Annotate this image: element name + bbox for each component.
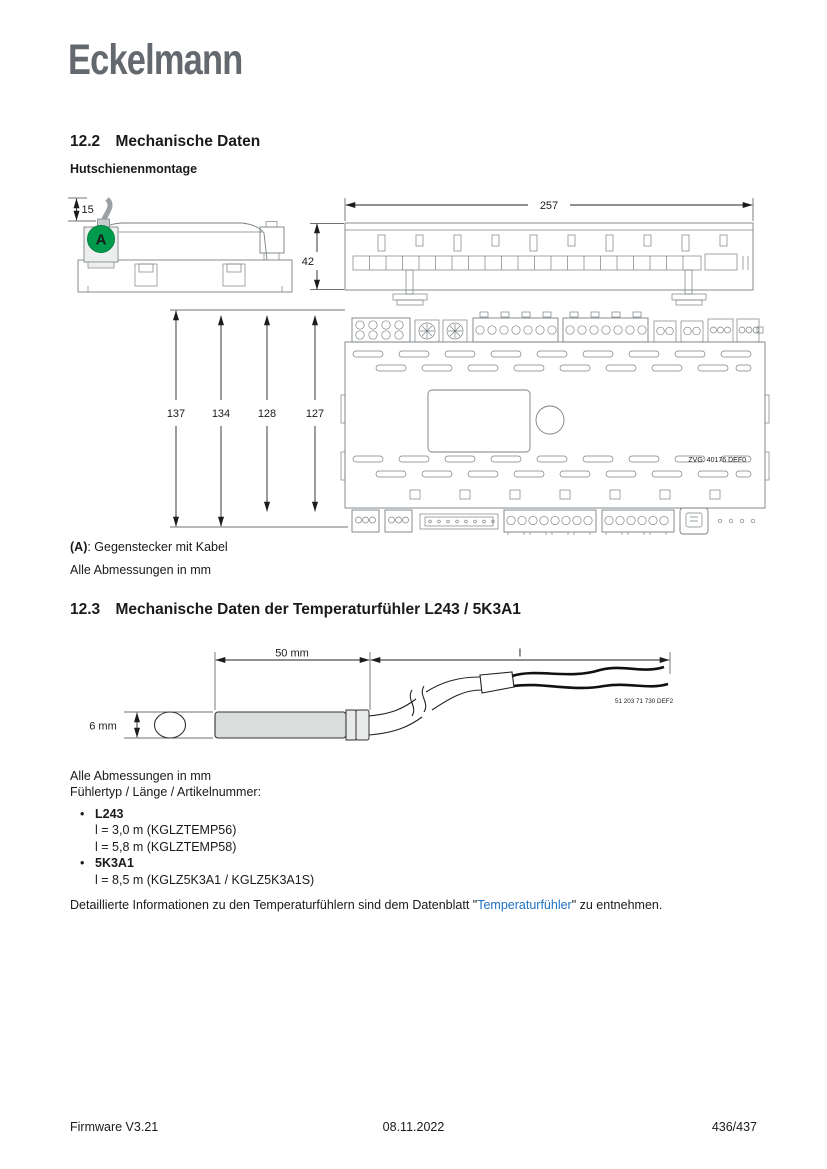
sensor-length-item: l = 5,8 m (KGLZTEMP58): [95, 839, 237, 854]
dim-127-label: 127: [305, 408, 325, 420]
list-item-type: [80, 806, 314, 822]
sensor-length-item: l = 3,0 m (KGLZTEMP56): [95, 823, 237, 838]
sensor-type-list: [80, 806, 314, 888]
bottom-terminal-row: [352, 508, 755, 535]
front-view-dimensions: [167, 310, 348, 527]
cable: [103, 199, 110, 222]
footer-page-number: 436/437: [711, 1120, 757, 1134]
list-item-type: [80, 855, 314, 871]
top-terminal-row: [352, 312, 763, 342]
top-view: [345, 223, 753, 305]
note-a-text: : Gegenstecker mit Kabel: [87, 540, 228, 554]
dim-length-label: l: [518, 647, 522, 660]
section-title: Mechanische Daten: [115, 133, 261, 150]
dim-257-label: 257: [539, 200, 559, 212]
marker-a-letter: A: [95, 231, 107, 249]
datasheet-text-after: " zu entnehmen.: [571, 898, 663, 912]
clip-slot-row: [378, 235, 727, 251]
cable-break-mark: [422, 686, 425, 712]
sensor-length-item: l = 8,5 m (KGLZ5K3A1 / KGLZ5K3A1S): [95, 872, 315, 887]
probe-cap: [356, 710, 369, 740]
section-number: 12.3: [70, 601, 101, 618]
datasheet-text-before: Detaillierte Informationen zu den Temperaturfühlern sind dem Datenblatt ": [70, 898, 478, 912]
sensor-drawing: [60, 640, 700, 765]
sensor-type-name: L243: [95, 807, 124, 821]
footer-firmware-version: Firmware V3.21: [70, 1120, 159, 1134]
dim-128-label: 128: [257, 408, 277, 420]
front-view: [341, 312, 769, 535]
dim-15-label: 15: [81, 204, 94, 216]
dimension-42: [302, 223, 344, 289]
footer-date: 08.11.2022: [382, 1120, 445, 1134]
sensor-list-intro: Fühlertyp / Länge / Artikelnummer:: [70, 785, 262, 799]
side-view: [78, 199, 292, 292]
label-plate: [428, 390, 530, 452]
temperaturfuehler-link[interactable]: Temperaturfühler: [477, 898, 572, 912]
section-number: 12.2: [70, 133, 101, 150]
vent-slots: [353, 351, 751, 499]
sensor-type-name: 5K3A1: [95, 856, 134, 871]
terminal-strip-top-view: [353, 254, 748, 270]
device-drawing-number: ZVG: 40176 DEF0: [688, 457, 746, 464]
subheading-hutschienenmontage: Hutschienenmontage: [70, 162, 198, 176]
bullet-dot: •: [80, 807, 85, 821]
probe-sleeve: [215, 712, 346, 738]
probe-cap-ring: [346, 710, 356, 740]
note-a-label: (A): [70, 540, 88, 554]
wire-end: [514, 684, 668, 688]
dimension-257: [345, 198, 753, 221]
dimensions-note-2: Alle Abmessungen in mm: [70, 769, 212, 783]
datasheet-paragraph: [70, 898, 662, 912]
dim-6mm-label: 6 mm: [89, 720, 117, 733]
din-rail-feet: [393, 270, 706, 305]
cable-ferrule: [480, 672, 514, 693]
dimensions-note-1: Alle Abmessungen in mm: [70, 563, 212, 577]
mounting-hole: [536, 406, 564, 434]
dimension-15: [68, 198, 96, 221]
dim-50mm-label: 50 mm: [275, 647, 309, 660]
section-heading-12-3: [70, 601, 521, 619]
hutschiene-drawing: [60, 190, 780, 535]
bullet-dot: •: [80, 856, 85, 871]
sensor-body: [155, 710, 370, 740]
marker-a-badge: [88, 226, 115, 253]
probe-front-view: [155, 712, 186, 738]
dim-134-label: 134: [211, 408, 231, 420]
dim-42-label: 42: [301, 256, 314, 268]
section-heading-12-2: [70, 133, 260, 151]
section-title: Mechanische Daten der Temperaturfühler L243 / 5K3A1: [115, 601, 521, 618]
sensor-drawing-number: 51 203 71 730 DEF2: [615, 698, 674, 705]
note-counter-connector: [70, 540, 228, 554]
wire-end: [512, 667, 664, 676]
dim-137-label: 137: [166, 408, 186, 420]
company-logo: Eckelmann: [68, 36, 243, 84]
